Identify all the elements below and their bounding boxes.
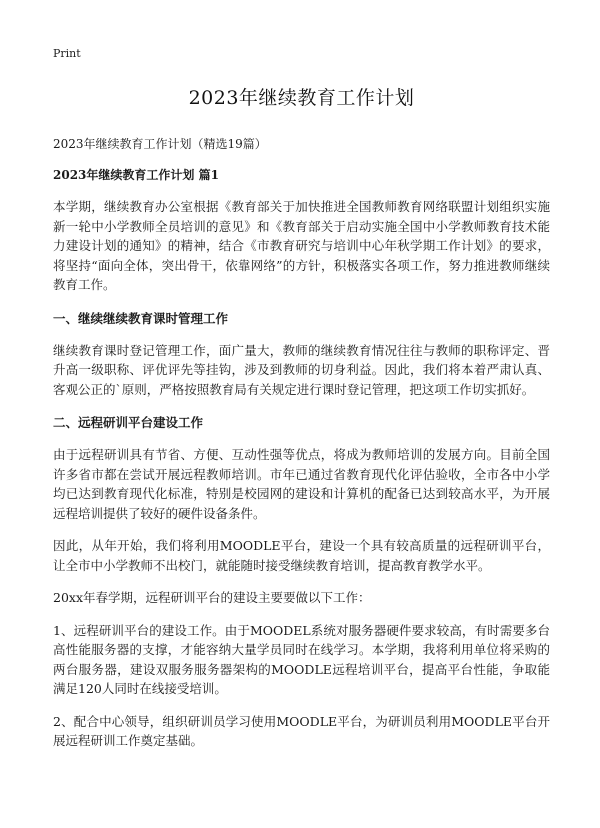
document-subtitle: 2023年继续教育工作计划（精选19篇） [53, 137, 267, 151]
section-2-paragraph-1: 由于远程研训具有节省、方便、互动性强等优点，将成为教师培训的发展方向。目前全国许多省市都在尝试开展远程教师培训。市年已通过省教育现代化评估验收，全市各中小学均已达到教育现代化标准，特别是校园网的建设和计算机的配备已达到较高水平，为开展远程培训提供了较好的硬件设备条件。 [53, 447, 550, 521]
list-item-2: 2、配合中心领导，组织研训员学习使用MOODLE平台，为研训员利用MOODLE平台开展远程研训工作奠定基础。 [53, 713, 550, 748]
list-item-1: 1、远程研训平台的建设工作。由于MOODEL系统对服务器硬件要求较高，有时需要多台高性能服务器的支撑，才能容纳大量学员同时在线学习。本学期，我将利用单位将采购的两台服务器，建设双服务服务器架构的MOODLE远程培训平台，提高平台性能，争取能满足120人同时在线接受培训。 [53, 622, 550, 696]
section-heading-2: 二、远程研训平台建设工作 [53, 415, 204, 430]
intro-paragraph: 本学期，继续教育办公室根据《教育部关于加快推进全国教师教育网络联盟计划组织实施新一轮中小学教师全员培训的意见》和《教育部关于启动实施全国中小学教师教育技术能力建设计划的通知》的精神，结合《市教育研究与培训中心年秋学期工作计划》的要求，将坚持“面向全体，突出骨干，依靠网络”的方针，积极落实各项工作，努力推进教师继续教育工作。 [53, 199, 550, 292]
section-2-paragraph-3: 20xx年春学期，远程研训平台的建设主要要做以下工作： [53, 590, 371, 605]
section-1-paragraph: 继续教育课时登记管理工作，面广量大，教师的继续教育情况往往与教师的职称评定、晋升高一级职称、评优评先等挂钩，涉及到教师的切身利益。因此，我们将本着严肃认真、客观公正的`原则，严格按照教育局有关规定进行课时登记管理，把这项工作切实抓好。 [53, 342, 550, 397]
section-2-paragraph-2: 因此，从年开始，我们将利用MOODLE平台，建设一个具有较高质量的远程研训平台，让全市中小学教师不出校门，就能随时接受继续教育培训，提高教育教学水平。 [53, 538, 550, 573]
piece-title: 2023年继续教育工作计划 篇1 [53, 168, 219, 182]
document-title: 2023年继续教育工作计划 [188, 87, 415, 109]
section-heading-1: 一、继续继续教育课时管理工作 [53, 310, 229, 326]
print-link[interactable]: Print [53, 47, 81, 60]
